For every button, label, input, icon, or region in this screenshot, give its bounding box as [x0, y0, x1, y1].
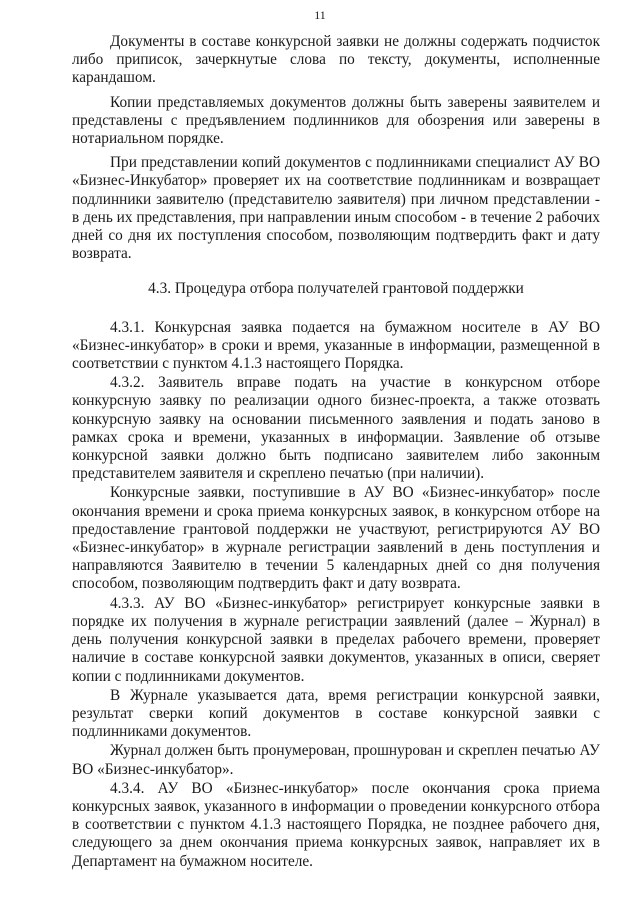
- paragraph-4-3-2: 4.3.2. Заявитель вправе подать на участие в конкурсном отборе конкурсную заявку по реализации одного бизнес-проекта, а также отозвать конкурсную заявку на основании письменного заявления и подать заново в рамках срока и времени, указанных в информации. Заявление об отзыве конкурсной заявки должно быть подписано заявителем либо законным представителем заявителя и скреплено печатью (при наличии).: [72, 374, 600, 483]
- paragraph-journal-entries: В Журнале указывается дата, время регистрации конкурсной заявки, результат сверки копий документов в составе конкурсной заявки с подлинниками документов.: [72, 686, 600, 741]
- paragraph-4-3-4: 4.3.4. АУ ВО «Бизнес-инкубатор» после окончания срока приема конкурсных заявок, указанного в информации о проведении конкурсного отбора в соответствии с пунктом 4.1.3 настоящего Порядка, не позднее рабочего дня, следующего за днем окончания приема конкурсных заявок, направляет их в Департамент на бумажном носителе.: [72, 779, 600, 870]
- paragraph-late-applications: Конкурсные заявки, поступившие в АУ ВО «Бизнес-инкубатор» после окончания времени и срока приема конкурсных заявок, в конкурсном отборе на предоставление грантовой поддержки не участвуют, регистрируются АУ ВО «Бизнес-инкубатор» в журнале регистрации заявлений в день поступления и направляются Заявителю в течении 5 календарных дней со дня получения способом, позволяющим подтвердить факт и дату возврата.: [72, 484, 600, 593]
- paragraph-originals-return: При представлении копий документов с подлинниками специалист АУ ВО «Бизнес-Инкубатор» проверяет их на соответствие подлинникам и возвращает подлинники заявителю (представителю заявителя) при личном представлении - в день их представления, при направлении иным способом - в течение 2 рабочих дней со дня их поступления способом, позволяющим подтвердить факт и дату возврата.: [72, 154, 600, 263]
- document-body: [72, 33, 600, 871]
- paragraph-no-erasures: Документы в составе конкурсной заявки не должны содержать подчисток либо приписок, зачеркнутые слова по тексту, документы, исполненные карандашом.: [72, 33, 600, 87]
- page-number: 11: [314, 8, 326, 22]
- section-heading: 4.3. Процедура отбора получателей грантовой поддержки: [148, 280, 524, 298]
- paragraph-certified-copies: Копии представляемых документов должны быть заверены заявителем и представлены с предъявлением подлинников для обозрения или заверены в нотариальном порядке.: [72, 93, 600, 148]
- paragraph-4-3-3: 4.3.3. АУ ВО «Бизнес-инкубатор» регистрирует конкурсные заявки в порядке их получения в журнале регистрации заявлений (далее – Журнал) в день получения конкурсной заявки в пределах рабочего времени, проверяет наличие в составе конкурсной заявки документов, указанных в описи, сверяет копии с подлинниками документов.: [72, 594, 600, 685]
- paragraph-4-3-1: 4.3.1. Конкурсная заявка подается на бумажном носителе в АУ ВО «Бизнес-инкубатор» в сроки и время, указанные в информации, размещенной в соответствии с пунктом 4.1.3 настоящего Порядка.: [72, 318, 600, 373]
- paragraph-journal-sealed: Журнал должен быть пронумерован, прошнурован и скреплен печатью АУ ВО «Бизнес-инкубатор».: [72, 742, 600, 778]
